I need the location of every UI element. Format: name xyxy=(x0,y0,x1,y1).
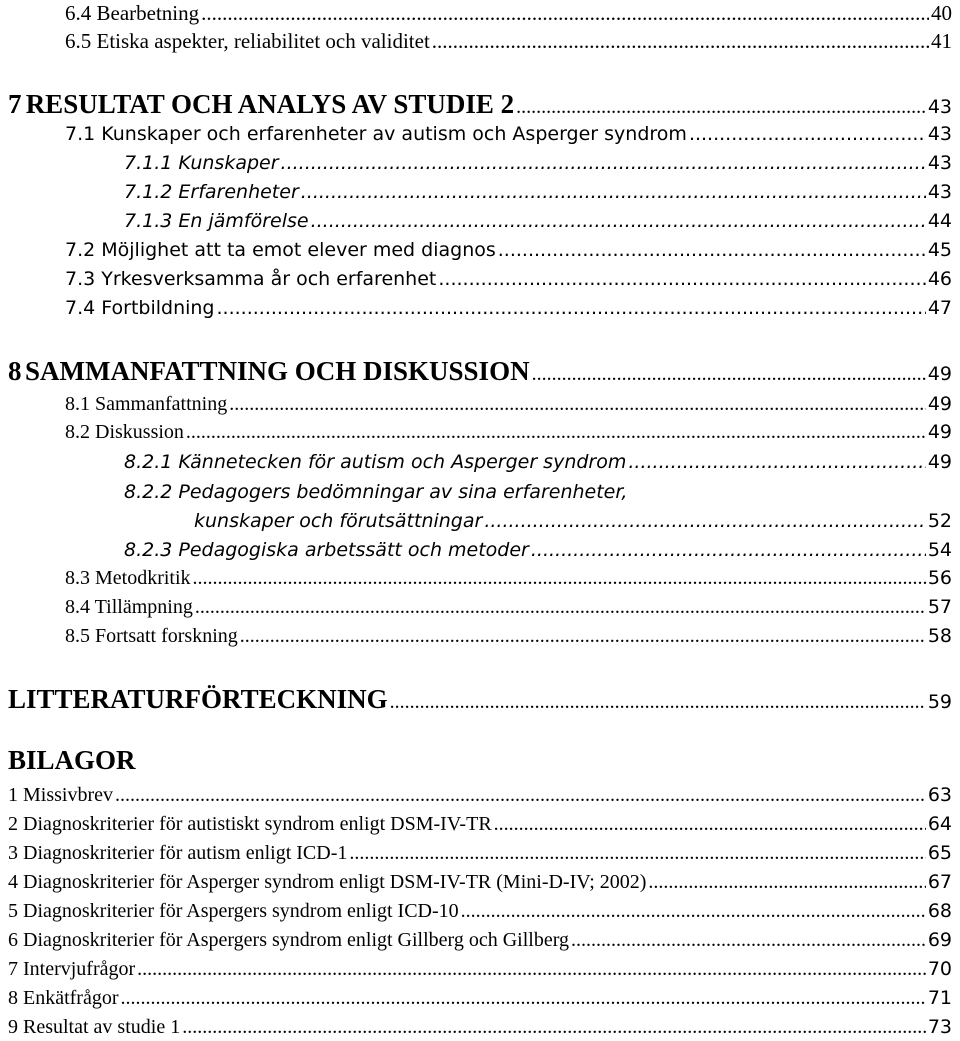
dot-leader xyxy=(137,958,926,981)
toc-entry-text: 7.1.2 Erfarenheter xyxy=(124,181,299,203)
dot-leader xyxy=(689,123,926,145)
dot-leader xyxy=(531,539,926,561)
toc-entry-text: 9 Resultat av studie 1 xyxy=(8,1016,181,1038)
dot-leader xyxy=(390,691,926,714)
toc-entry-text: 8.2.1 Kännetecken för autism och Asperger syndrom xyxy=(124,451,627,473)
toc-entry-text: 7.1.1 Kunskaper xyxy=(124,152,279,174)
toc-page-number: 68 xyxy=(927,900,952,922)
toc-entry-text: 7.1.3 En jämförelse xyxy=(124,210,309,232)
toc-entry-7-4[interactable] xyxy=(65,297,952,319)
toc-page-number: 49 xyxy=(927,393,952,415)
toc-page-number: 64 xyxy=(927,813,952,835)
toc-entry-text: 4 Diagnoskriterier för Asperger syndrom enligt DSM-IV-TR (Mini-D-IV; 2002) xyxy=(8,871,647,893)
toc-page-number: 41 xyxy=(931,29,952,53)
toc-appendix-6[interactable] xyxy=(8,929,952,952)
toc-entry-text: 7.4 Fortbildning xyxy=(65,297,215,319)
toc-entry-text: 2 Diagnoskriterier för autistiskt syndrom enligt DSM-IV-TR xyxy=(8,813,492,835)
dot-leader xyxy=(301,181,926,203)
toc-entry-8-2-1[interactable] xyxy=(124,451,952,473)
toc-appendix-8[interactable] xyxy=(8,987,952,1010)
toc-appendices-heading xyxy=(8,745,136,776)
toc-chapter-7[interactable] xyxy=(8,89,952,120)
toc-entry-text: LITTERATURFÖRTECKNING xyxy=(8,684,388,714)
toc-appendix-9[interactable] xyxy=(8,1016,952,1039)
chapter-title: RESULTAT OCH ANALYS AV STUDIE 2 xyxy=(25,89,515,119)
toc-page-number: 49 xyxy=(927,363,952,385)
toc-entry-text: 7.2 Möjlighet att ta emot elever med diagnos xyxy=(65,239,496,261)
dot-leader xyxy=(516,96,926,119)
toc-entry-7-3[interactable] xyxy=(65,268,952,290)
toc-entry-8-3[interactable] xyxy=(65,567,952,590)
dot-leader xyxy=(217,297,926,319)
toc-entry-8-5[interactable] xyxy=(65,625,952,648)
dot-leader xyxy=(229,393,926,416)
dot-leader xyxy=(461,900,926,923)
dot-leader xyxy=(193,567,926,590)
toc-entry-7-1-1[interactable] xyxy=(124,152,952,174)
toc-entry-8-2-3[interactable] xyxy=(124,539,952,561)
dot-leader xyxy=(494,813,926,836)
toc-entry-text: 8.4 Tillämpning xyxy=(65,596,193,618)
toc-page-number: 43 xyxy=(927,96,952,118)
toc-entry-8-1[interactable] xyxy=(65,393,952,416)
toc-entry-7-2[interactable] xyxy=(65,239,952,261)
dot-leader xyxy=(484,510,925,532)
toc-entry-text: 8.2.3 Pedagogiska arbetssätt och metoder xyxy=(124,539,529,561)
dot-leader xyxy=(281,152,926,174)
toc-entry-text: 6.4 Bearbetning xyxy=(65,1,200,25)
toc-page-number: 52 xyxy=(927,510,952,532)
toc-entry-8-2[interactable] xyxy=(65,421,952,444)
toc-entry-text: 8 Enkätfrågor xyxy=(8,987,119,1009)
toc-appendix-7[interactable] xyxy=(8,958,952,981)
chapter-number: 7 xyxy=(8,89,22,119)
toc-page-number: 69 xyxy=(927,929,952,951)
toc-entry-8-2-2-line2[interactable] xyxy=(194,510,952,532)
toc-entry-text: 7 Intervjufrågor xyxy=(8,958,136,980)
dot-leader xyxy=(648,871,925,894)
toc-page-number: 46 xyxy=(927,268,952,290)
toc-page-number: 67 xyxy=(927,871,952,893)
dot-leader xyxy=(311,210,926,232)
dot-leader xyxy=(186,421,926,444)
toc-appendix-5[interactable] xyxy=(8,900,952,923)
dot-leader xyxy=(432,29,929,54)
dot-leader xyxy=(182,1016,926,1039)
toc-page-number: 73 xyxy=(927,1016,952,1038)
toc-page-number: 70 xyxy=(927,958,952,980)
dot-leader xyxy=(240,625,926,648)
toc-page-number: 40 xyxy=(931,1,952,25)
toc-page-number: 59 xyxy=(927,691,952,713)
toc-page-number: 49 xyxy=(927,421,952,443)
dot-leader xyxy=(571,929,926,952)
toc-appendix-1[interactable] xyxy=(8,784,952,807)
toc-page-number: 43 xyxy=(927,181,952,203)
heading-text: BILAGOR xyxy=(8,745,136,775)
toc-entry-text: 8.3 Metodkritik xyxy=(65,567,191,589)
toc-entry-text: 7.1 Kunskaper och erfarenheter av autism och Asperger syndrom xyxy=(65,123,687,145)
dot-leader xyxy=(349,842,925,865)
toc-entry-text: 8.2 Diskussion xyxy=(65,421,184,443)
toc-appendix-4[interactable] xyxy=(8,871,952,894)
toc-page-number: 56 xyxy=(927,567,952,589)
toc-entry-text: 7.3 Yrkesverksamma år och erfarenhet xyxy=(65,268,437,290)
toc-entry-7-1-3[interactable] xyxy=(124,210,952,232)
chapter-title: SAMMANFATTNING OCH DISKUSSION xyxy=(25,356,530,386)
toc-page-number: 58 xyxy=(927,625,952,647)
toc-entry-8-4[interactable] xyxy=(65,596,952,619)
toc-entry-text: 3 Diagnoskriterier för autism enligt ICD-1 xyxy=(8,842,348,864)
toc-page-number: 63 xyxy=(927,784,952,806)
toc-entry-8-2-2-line1[interactable] xyxy=(124,481,627,503)
toc-bibliography[interactable] xyxy=(8,684,952,715)
toc-page-number: 57 xyxy=(927,596,952,618)
dot-leader xyxy=(115,784,926,807)
toc-page-number: 71 xyxy=(927,987,952,1009)
dot-leader xyxy=(628,451,925,473)
toc-page-number: 47 xyxy=(927,297,952,319)
chapter-number: 8 xyxy=(8,356,22,386)
toc-entry-text: kunskaper och förutsättningar xyxy=(194,510,483,532)
dot-leader xyxy=(201,1,929,26)
toc-entry-text: 6.5 Etiska aspekter, reliabilitet och validitet xyxy=(65,29,430,53)
dot-leader xyxy=(195,596,926,619)
toc-page-number: 54 xyxy=(927,539,952,561)
toc-entry-text: 6 Diagnoskriterier för Aspergers syndrom enligt Gillberg och Gillberg xyxy=(8,929,570,951)
dot-leader xyxy=(498,239,926,261)
toc-page-number: 43 xyxy=(927,152,952,174)
toc-entry-6-4[interactable] xyxy=(65,1,952,26)
toc-entry-text: 8.5 Fortsatt forskning xyxy=(65,625,238,647)
toc-entry-text: 8.2.2 Pedagogers bedömningar av sina erfarenheter, xyxy=(124,481,628,503)
dot-leader xyxy=(121,987,926,1010)
toc-entry-text: 5 Diagnoskriterier för Aspergers syndrom enligt ICD-10 xyxy=(8,900,459,922)
toc-page-number: 49 xyxy=(927,451,952,473)
toc-page-number: 65 xyxy=(927,842,952,864)
toc-appendix-3[interactable] xyxy=(8,842,952,865)
toc-entry-text: 8.1 Sammanfattning xyxy=(65,393,228,415)
toc-page-number: 43 xyxy=(927,123,952,145)
toc-page-number: 44 xyxy=(927,210,952,232)
dot-leader xyxy=(532,363,926,386)
toc-chapter-8[interactable] xyxy=(8,356,952,387)
dot-leader xyxy=(438,268,925,290)
toc-entry-text: 1 Missivbrev xyxy=(8,784,113,806)
toc-appendix-2[interactable] xyxy=(8,813,952,836)
toc-entry-7-1-2[interactable] xyxy=(124,181,952,203)
toc-entry-7-1[interactable] xyxy=(65,123,952,145)
toc-entry-6-5[interactable] xyxy=(65,29,952,54)
toc-page-number: 45 xyxy=(927,239,952,261)
